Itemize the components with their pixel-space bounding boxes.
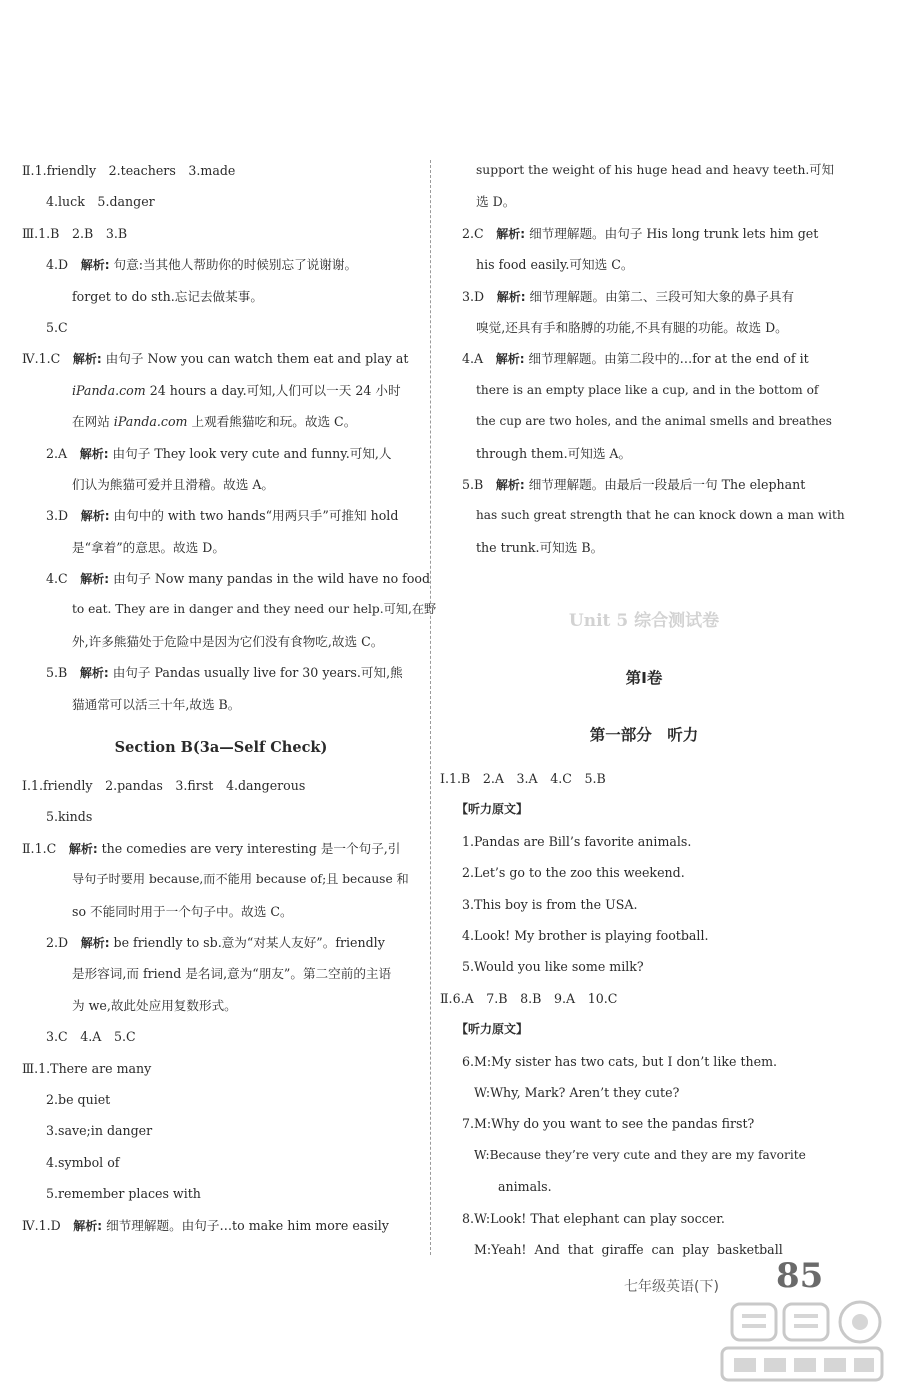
answer-line: has such great strength that he can knock down a man with (476, 508, 845, 523)
answer-line: 外,许多熊猫处于危险中是因为它们没有食物吃,故选 C。 (72, 633, 384, 649)
transcript-line: 2.Let’s go to the zoo this weekend. (462, 865, 685, 881)
answer-line: 是形容词,而 friend 是名词,意为“朋友”。第二空前的主语 (72, 966, 392, 982)
right-column (440, 155, 845, 1265)
answer-line (22, 500, 420, 531)
analysis-text: 细节理解题。由句子 His long trunk lets him get (529, 225, 819, 241)
answer-number: Ⅱ.1.C (22, 840, 57, 856)
transcript-line: M:Yeah! And that giraffe can play basketball (474, 1241, 783, 1257)
answer-line (22, 406, 420, 437)
answer-line (22, 657, 420, 688)
analysis-label: 解析: (79, 666, 109, 681)
analysis-text: 细节理解题。由第二段中的…for at the end of it (528, 351, 809, 367)
analysis-text: 句意:当其他人帮助你的时候别忘了说谢谢。 (113, 257, 358, 273)
answer-line (22, 1210, 420, 1241)
analysis-text: 由句子 Now you can watch them eat and play at (105, 351, 409, 367)
section-title: Section B(3a—Self Check) (114, 739, 328, 757)
answer-line: 4.luck 5.danger (46, 194, 155, 210)
answer-line (22, 927, 420, 958)
answer-number: 2.D (46, 934, 69, 950)
answer-line: Ⅲ.1.B 2.B 3.B (22, 225, 128, 241)
column-divider (430, 160, 431, 1255)
analysis-label: 解析: (496, 289, 526, 304)
transcript-line: 7.M:Why do you want to see the pandas first? (462, 1116, 755, 1132)
left-column (22, 155, 437, 1241)
website-name: iPanda.com (113, 414, 188, 430)
analysis-text: 由句子 Pandas usually live for 30 years.可知,熊 (112, 665, 403, 681)
analysis-text: 由句子 Now many pandas in the wild have no food (113, 571, 431, 587)
analysis-label: 解析: (80, 258, 110, 273)
answer-line: 猫通常可以活三十年,故选 B。 (72, 696, 241, 712)
analysis-label: 解析: (72, 352, 102, 367)
answer-line: Ⅰ.1.B 2.A 3.A 4.C 5.B (440, 771, 606, 787)
analysis-text: be friendly to sb.意为“对某人友好”。friendly (113, 934, 385, 950)
analysis-label: 解析: (79, 446, 109, 461)
volume-title: 第Ⅰ卷 (625, 669, 663, 688)
answer-line (448, 281, 840, 312)
transcript-line: 1.Pandas are Bill’s favorite animals. (462, 833, 692, 849)
answer-line (22, 563, 431, 594)
unit-title: Unit 5 综合测试卷 (568, 611, 720, 632)
answer-number: 4.C (46, 571, 68, 587)
answer-line: 导句子时要用 because,而不能用 because of;且 because 和 (72, 872, 409, 887)
transcript-line: animals. (498, 1179, 552, 1195)
watermark-logo (712, 1298, 892, 1386)
analysis-label: 解析: (80, 572, 110, 587)
analysis-text: the comedies are very interesting 是一个句子,引 (101, 840, 401, 856)
answer-line: Ⅰ.1.friendly 2.pandas 3.first 4.dangerous (22, 778, 306, 794)
analysis-label: 解析: (495, 477, 525, 492)
analysis-label: 解析: (68, 841, 98, 856)
answer-line: the cup are two holes, and the animal smells and breathes (476, 414, 832, 429)
answer-number: Ⅳ.1.C (22, 351, 61, 367)
analysis-label: 解析: (80, 935, 110, 950)
analysis-label: 解析: (495, 352, 525, 367)
answer-line (448, 469, 840, 500)
analysis-text: 上观看熊猫吃和玩。故选 C。 (187, 414, 357, 430)
analysis-label: 解析: (80, 509, 110, 524)
transcript-label: 【听力原文】 (456, 1022, 529, 1037)
website-name: iPanda.com (72, 382, 146, 398)
analysis-text: 24 hours a day.可知,人们可以一天 24 小时 (145, 382, 401, 398)
answer-line: 选 D。 (476, 194, 516, 210)
answer-line: through them.可知选 A。 (476, 445, 632, 461)
answer-line (448, 218, 840, 249)
page-number: 85 (776, 1256, 824, 1296)
analysis-text: 由句中的 with two hands“用两只手”可推知 hold (113, 508, 399, 524)
analysis-label: 解析: (496, 226, 526, 241)
answer-line: 3.save;in danger (46, 1123, 153, 1139)
answer-line: forget to do sth.忘记去做某事。 (72, 288, 263, 304)
answer-line: there is an empty place like a cup, and in the bottom of (476, 382, 819, 397)
analysis-text: 细节理解题。由最后一段最后一句 The elephant (528, 476, 806, 492)
footer-grade-label: 七年级英语(下) (624, 1279, 719, 1295)
answer-number: 4.D (46, 257, 69, 273)
answer-line: so 不能同时用于一个句子中。故选 C。 (72, 903, 293, 919)
answer-number: 3.D (462, 288, 485, 304)
answer-number: 4.A (462, 351, 484, 367)
answer-line: Ⅱ.1.friendly 2.teachers 3.made (22, 163, 236, 178)
answer-number: 3.D (46, 508, 69, 524)
answer-number: 2.C (462, 225, 484, 241)
answer-number: 2.A (46, 445, 68, 461)
answer-number: 5.B (46, 665, 68, 681)
transcript-line: W:Why, Mark? Aren’t they cute? (474, 1084, 680, 1100)
answer-line (22, 343, 420, 374)
part-title: 第一部分 听力 (589, 726, 699, 745)
answer-line (448, 343, 840, 374)
answer-line: 们认为熊猫可爱并且滑稽。故选 A。 (72, 476, 275, 492)
answer-line: 是“拿着”的意思。故选 D。 (72, 539, 225, 555)
answer-line (22, 249, 420, 280)
answer-line: 为 we,故此处应用复数形式。 (72, 997, 237, 1013)
answer-line: Ⅱ.6.A 7.B 8.B 9.A 10.C (440, 990, 618, 1006)
answer-line: 2.be quiet (46, 1091, 111, 1107)
transcript-line: 6.M:My sister has two cats, but I don’t like them. (462, 1053, 778, 1069)
analysis-text: 在网站 (72, 414, 114, 430)
answer-line (22, 375, 420, 406)
answer-line: 5.remember places with (46, 1186, 201, 1202)
answer-line: support the weight of his huge head and heavy teeth.可知 (476, 163, 834, 177)
answer-line: 4.symbol of (46, 1154, 120, 1170)
answer-line: the trunk.可知选 B。 (476, 539, 604, 555)
answer-line (22, 833, 420, 864)
transcript-line: 8.W:Look! That elephant can play soccer. (462, 1210, 725, 1226)
transcript-line: 5.Would you like some milk? (462, 959, 644, 975)
answer-line: 3.C 4.A 5.C (46, 1029, 136, 1045)
answer-line: 嗅觉,还具有手和胳膊的功能,不具有腿的功能。故选 D。 (476, 319, 788, 335)
answer-line: Ⅲ.1.There are many (22, 1060, 152, 1076)
transcript-line: W:Because they’re very cute and they are my favorite (474, 1147, 806, 1162)
transcript-label: 【听力原文】 (456, 802, 529, 817)
analysis-text: 细节理解题。由第二、三段可知大象的鼻子具有 (529, 288, 794, 304)
answer-line: 5.C (46, 319, 68, 335)
answer-line: his food easily.可知选 C。 (476, 257, 634, 273)
analysis-text: 由句子 They look very cute and funny.可知,人 (112, 445, 392, 461)
answer-line: 5.kinds (46, 809, 93, 825)
answer-number: 5.B (462, 476, 484, 492)
answer-line: to eat. They are in danger and they need our help.可知,在野 (72, 602, 437, 617)
answer-number: Ⅳ.1.D (22, 1217, 61, 1233)
analysis-text: 细节理解题。由句子…to make him more easily (106, 1217, 389, 1233)
answer-line (22, 438, 420, 469)
analysis-label: 解析: (73, 1218, 103, 1233)
transcript-line: 4.Look! My brother is playing football. (462, 928, 709, 944)
transcript-line: 3.This boy is from the USA. (462, 896, 638, 912)
